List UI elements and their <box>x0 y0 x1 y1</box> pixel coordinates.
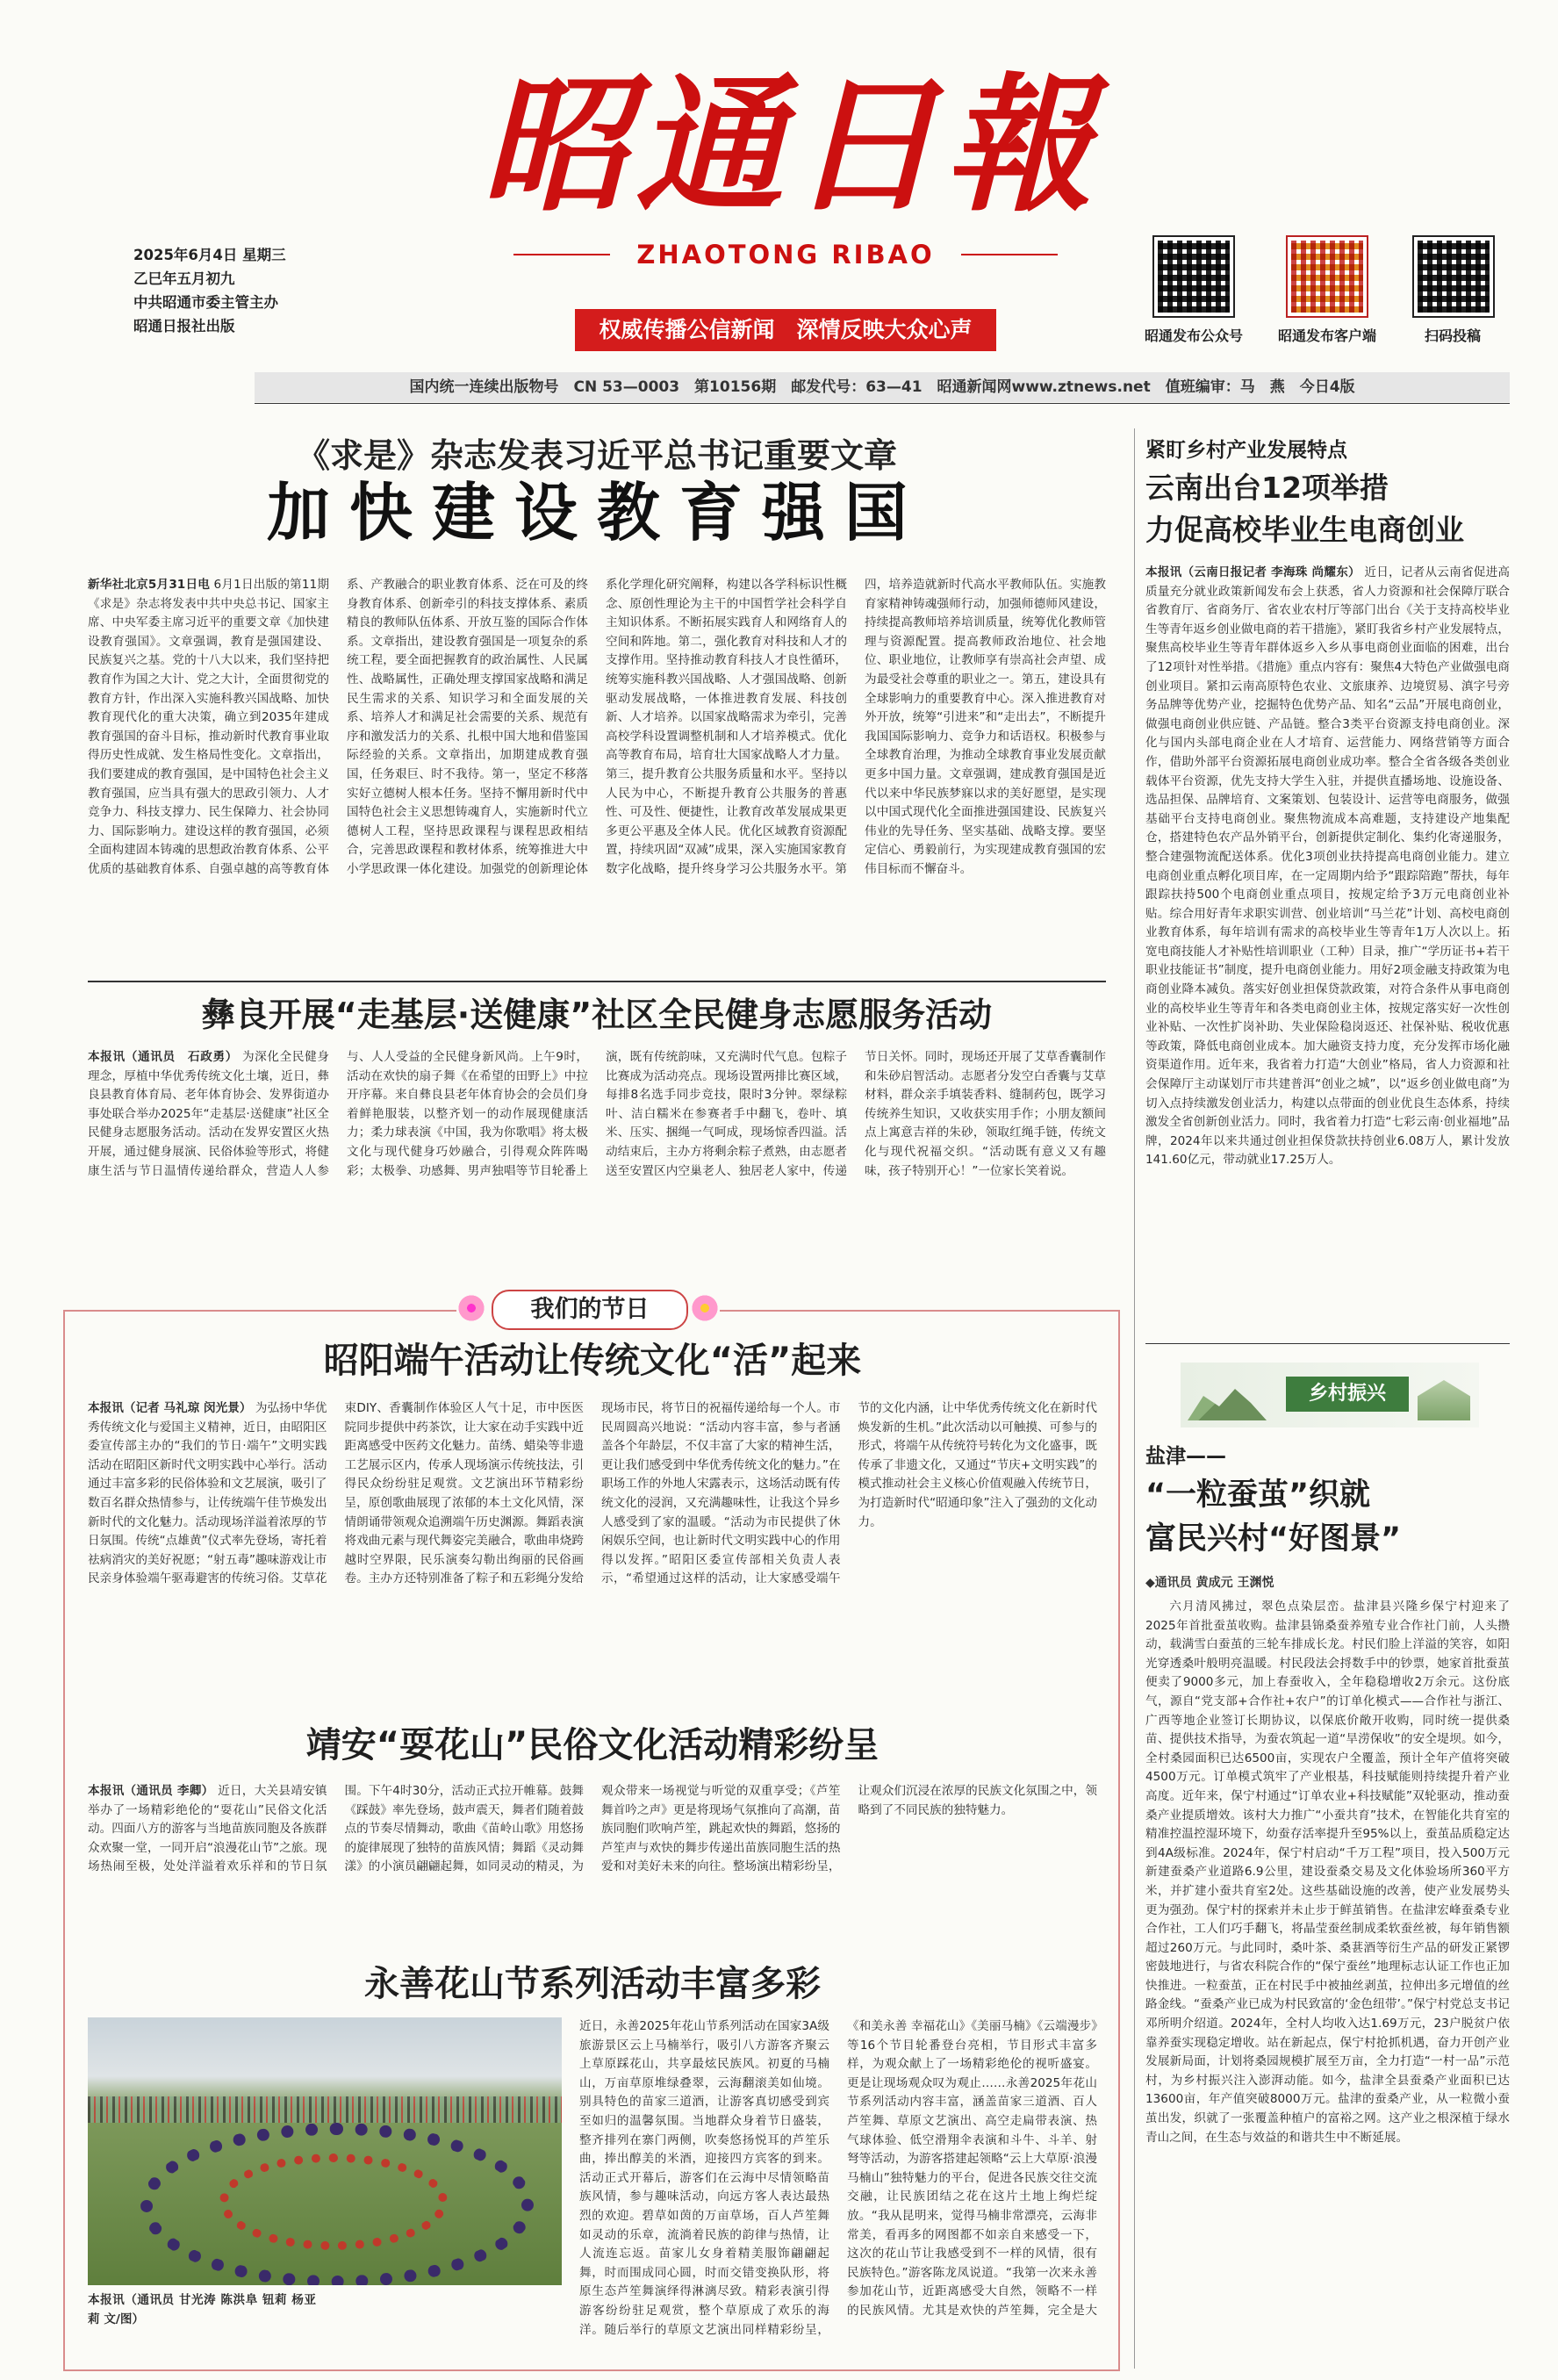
jingan-body <box>88 1782 1097 1949</box>
silkworm-byline: ◆通讯员 黄成元 王渊悦 <box>1145 1576 1274 1590</box>
qr-label: 扫码投稿 <box>1424 327 1481 344</box>
publisher: 昭通日报社出版 <box>133 318 235 334</box>
rural-revival-tag: 乡村振兴 <box>1286 1377 1409 1412</box>
qr-code-icon[interactable] <box>1288 237 1367 316</box>
silkworm-body: 六月清风拂过，翠色点染层峦。盐津县兴隆乡保宁村迎来了2025年首批蚕茧收购。盐津县锦桑蚕养殖专业合作社门前，人头攒动，载满雪白蚕茧的三轮车排成长龙。村民们脸上洋溢的笑容，如阳光穿透桑叶般明亮温暖。村民段法会捋数手中的钞票，她家首批蚕茧便卖了9000多元，加上春蚕收入，全年稳稳增收2万余元。这份底气，源自“党支部+合作社+农户”的订单化模式——合作社与浙江、广西等地企业签订长期协议，以保底价敞开收购，同时统一提供桑苗、提供技术指导，为蚕农筑起一道“旱涝保收”的安全堤坝。如今，全村桑园面积已达6500亩，实现农户全覆盖，预计全年产值将突破4500万元。订单模式筑牢了产业根基，科技赋能则持续提升着产业高度。近年来，保宁村通过“订单农业+科技赋能”双轮驱动，推动蚕桑产业提质增效。该村大力推广“小蚕共育”技术，在智能化共育室的精准控温控湿环境下，幼蚕存活率提升至95%以上，蚕茧品质稳定达到4A级标准。2024年，保宁村启动“千万工程”项目，投入500万元新建蚕桑产业道路6.9公里，建设蚕桑交易及文化体验场所360平方米，并扩建小蚕共育室2处。这些基础设施的改善，使产业发展势头更为强劲。保宁村的探索并未止步于鲜茧销售。在盐津宏峰蚕桑专业合作社，工人们巧手翻飞，将晶莹蚕丝制成柔软蚕丝被，每年销售额超过260万元。与此同时，桑叶茶、桑葚酒等衍生产品的研发正紧锣密鼓地进行，与省农科院合作的“保宁蚕丝”地理标志认证工作也正加快推进。一粒蚕茧，正在村民手中被抽丝剥茧，拉伸出多元增值的丝路金线。“蚕桑产业已成为村民致富的‘金色纽带’。”保宁村党总支书记邓所明介绍道。2024年，全村人均收入达1.69万元，23户脱贫户依靠养蚕实现稳定增收。站在新起点，保宁村抢抓机遇，奋力开创产业发展新局面，计划将桑园规模扩展至万亩，全力打造“一村一品”示范村，为乡村振兴注入澎湃动能。如今，盐津全县蚕桑产业面积已达13600亩，年产值突破8000万元。盐津的蚕桑产业，从一粒微小蚕茧出发，织就了一张覆盖种植户的富裕之网。这产业之根深植于绿水青山之间，在生态与效益的和谐共生中不断延展。 <box>1145 1600 1510 2145</box>
silkworm-article <box>1145 1440 1510 2370</box>
lead-headline: 加快建设教育强国 <box>266 476 927 550</box>
crowd <box>88 2096 562 2123</box>
yongshan-article <box>88 1958 1097 2362</box>
lead-article <box>88 428 1106 990</box>
silkworm-kicker: 盐津—— <box>1145 1445 1226 1468</box>
qr-codes <box>1128 237 1497 351</box>
ecommerce-headline-line: 力促高校毕业生电商创业 <box>1145 513 1464 547</box>
info-bar-rule <box>255 403 1510 404</box>
festival-label <box>456 1286 720 1332</box>
yiliang-article <box>88 990 1106 1280</box>
flower-icon <box>456 1293 486 1323</box>
yiliang-byline: 本报讯（通讯员 石政勇） <box>88 1050 238 1064</box>
ecommerce-kicker: 紧盯乡村产业发展特点 <box>1145 439 1347 462</box>
yiliang-text: 为深化全民健身理念，厚植中华优秀传统文化土壤，近日，彝良县教育体育局、老年体育协会、发界街道办事处联合举办2025年“走基层·送健康”社区全民健身志愿服务活动。活动在发界安置区火热开展，通过健身展演、民俗体验等形式，将健康生活与节日温情传递给群众，营造人人参与、人人受益的全民健身新风尚。上午9时，活动在欢快的扇子舞《在希望的田野上》中拉开序幕。来自彝良县老年体育协会的会员们身着鲜艳服装，以整齐划一的动作展现健康活力；柔力球表演《中国，我为你歌唱》将太极文化与现代健身巧妙融合，引得观众阵阵喝彩；太极拳、功感舞、男声独唱等节目轮番上演，既有传统韵味，又充满时代气息。包粽子比赛成为活动亮点。现场设置两排比赛区域，每排8名选手同步竞技，限时3分钟。翠绿粽叶、洁白糯米在参赛者手中翻飞，卷叶、填米、压实、捆绳一气呵成，现场惊香四溢。活动结束后，主办方将剩余粽子煮熟，由志愿者送至安置区内空巢老人、独居老人家中，传递节日关怀。同时，现场还开展了艾草香囊制作和朱砂启智活动。志愿者分发空白香囊与艾草材料，群众亲手填装香料、缝制药包，既学习传统养生知识，又收获实用手作；小朋友额间点上寓意吉祥的朱砂，领取红绳手链，传统文化与现代祝福交织。“活动既有意义又有趣味，孩子特别开心！”一位家长笑着说。 <box>88 1050 1106 1178</box>
lead-kicker: 《求是》杂志发表习近平总书记重要文章 <box>296 435 897 475</box>
issue-date: 2025年6月4日 星期三 <box>133 247 286 263</box>
ecommerce-body <box>1145 564 1510 1332</box>
silkworm-headline <box>1145 1473 1510 1561</box>
jingan-headline: 靖安“耍花山”民俗文化活动精彩纷呈 <box>305 1725 880 1765</box>
masthead-meta <box>133 243 286 338</box>
dancers-ring <box>219 2154 448 2250</box>
info-bar: 国内统一连续出版物号 CN 53—0003 第10156期 邮发代号：63—41 昭通新闻网www.ztnews.net 值班编审：马 燕 今日4版 <box>255 372 1510 402</box>
section-rule <box>1145 1343 1510 1344</box>
yiliang-body <box>88 1048 1106 1276</box>
lead-text: 6月1日出版的第11期《求是》杂志将发表中共中央总书记、国家主席、中央军委主席习近平的重要文章《加快建设教育强国》。文章强调，教育是强国建设、民族复兴之基。党的十八大以来，我们坚持把教育作为国之大计、党之大计，全面贯彻党的教育方针，作出深入实施科教兴国战略、加快教育现代化的重大决策，确立到2035年建成教育强国的奋斗目标，推动新时代教育事业取得历史性成就、发生格局性变化。文章指出，我们要建成的教育强国，是中国特色社会主义教育强国，应当具有强大的思政引领力、人才竞争力、科技支撑力、民生保障力、社会协同力、国际影响力。建设这样的教育强国，必须全面构建固本铸魂的思想政治教育体系、公平优质的基础教育体系、自强卓越的高等教育体系、产教融合的职业教育体系、泛在可及的终身教育体系、创新牵引的科技支撑体系、素质精良的教师队伍体系、开放互鉴的国际合作体系。文章指出，建设教育强国是一项复杂的系统工程，要全面把握教育的政治属性、人民属性、战略属性，正确处理支撑国家战略和满足民生需求的关系、知识学习和全面发展的关系、培养人才和满足社会需要的关系、规范有序和激发活力的关系、扎根中国大地和借鉴国际经验的关系。文章指出，加期建成教育强国，任务艰巨、时不我待。第一，坚定不移落实好立德树人根本任务。坚持不懈用新时代中国特色社会主义思想铸魂育人，实施新时代立德树人工程，坚持思政课程与课程思政相结合，完善思政课程和教材体系，统筹推进大中小学思政课一体化建设。加强党的创新理论体系化学理化研究阐释，构建以各学科标识性概念、原创性理论为主干的中国哲学社会科学自主知识体系。不断拓展实践育人和网络育人的空间和阵地。第二，强化教育对科技和人才的支撑作用。坚持推动教育科技人才良性循环，统筹实施科教兴国战略、人才强国战略、创新驱动发展战略，一体推进教育发展、科技创新、人才培养。以国家战略需求为牵引，完善高校学科设置调整机制和人才培养模式。优化高等教育布局，培育壮大国家战略人才力量。第三，提升教育公共服务质量和水平。坚持以人民为中心，不断提升教育公共服务的普惠性、可及性、便捷性，让教育改革发展成果更多更公平惠及全体人民。优化区域教育资源配置，持续巩固“双减”成果，深入实施国家教育数字化战略，提升终身学习公共服务水平。第四，培养造就新时代高水平教师队伍。实施教育家精神铸魂强师行动，加强师德师风建设，持续提高教师培养培训质量，统筹优化教师管理与资源配置。提高教师政治地位、社会地位、职业地位，让教师享有崇高社会声望、成为最受社会尊重的职业之一。第五，建设具有全球影响力的重要教育中心。深入推进教育对外开放，统筹“引进来”和“走出去”，不断提升我国国际影响力、竞争力和话语权。积极参与全球教育治理，为推动全球教育事业发展贡献更多中国力量。文章强调，建成教育强国是近代以来中华民族梦寐以求的美好愿望，是实现以中国式现代化全面推进强国建设、民族复兴伟业的先导任务、坚实基础、战略支撑。要坚定信心、勇毅前行，为实现建成教育强国的宏伟目标而不懈奋斗。 <box>88 578 1106 876</box>
zhaoyang-headline: 昭阳端午活动让传统文化“活”起来 <box>323 1341 862 1381</box>
yongshan-byline: 本报讯（通讯员 甘光涛 陈洪阜 钮莉 杨亚莉 文/图） <box>88 2293 316 2326</box>
masthead-title: 昭通日報 <box>481 58 1099 232</box>
zhaoyang-text: 为弘扬中华优秀传统文化与爱国主义精神，近日，由昭阳区委宣传部主办的“我们的节日·端午”文明实践活动在昭阳区新时代文明实践中心举行。活动通过丰富多彩的民俗体验和文艺展演，吸引了数百名群众热情参与，让传统端午佳节焕发出新时代的文化魅力。活动现场洋溢着浓厚的节日氛围。传统“点雄黄”仪式率先登场，寄托着祛病消灾的美好祝愿；“射五毒”趣味游戏让市民亲身体验端午驱毒避害的传统习俗。艾草花束DIY、香囊制作体验区人气十足，市中医医院同步提供中药茶饮，让大家在动手实践中近距离感受中医药文化魅力。苗绣、蜡染等非遗工艺展示区内，传承人现场演示传统技法，引得民众纷纷驻足观赏。文艺演出环节精彩纷呈，原创歌曲展现了浓郁的本土文化风情，深情朗诵带领观众追溯端午历史渊源。舞蹈表演将戏曲元素与现代舞姿完美融合，歌曲串烧跨越时空界限，民乐演奏勾勒出绚丽的民俗画卷。主办方还特别准备了粽子和五彩绳分发给现场市民，将节日的祝福传递给每一个人。市民周圆高兴地说：“活动内容丰富，参与者涵盖各个年龄层，不仅丰富了大家的精神生活，更让我们感受到中华优秀传统文化的魅力。”在职场工作的外地人宋露表示，这场活动既有传统文化的浸润，又充满趣味性，让我这个异乡人感受到了家的温暖。“活动为市民提供了休闲娱乐空间，也让新时代文明实践中心的作用得以发挥。”昭阳区委宣传部相关负责人表示，“希望通过这样的活动，让大家感受端午节的文化内涵，让中华优秀传统文化在新时代焕发新的生机。”此次活动以可触摸、可参与的形式，将端午从传统符号转化为文化盛事，既传承了非遗文化，又通过“节庆+文明实践”的模式推动社会主义核心价值观融入传统节日，为打造新时代“昭通印象”注入了强劲的文化动力。 <box>88 1401 1097 1586</box>
sponsor: 中共昭通市委主管主办 <box>133 294 278 311</box>
ecommerce-headline <box>1145 467 1510 551</box>
masthead-slogan: 权威传播公信新闻 深情反映大众心声 <box>575 309 996 351</box>
lead-body <box>88 576 1106 980</box>
lead-byline: 新华社北京5月31日电 <box>88 578 211 592</box>
jingan-byline: 本报讯（通讯员 李卿） <box>88 1784 214 1798</box>
zhaoyang-article <box>88 1334 1097 1712</box>
village-icon <box>1188 1385 1267 1420</box>
village-icon <box>1418 1380 1470 1420</box>
rural-revival-banner <box>1181 1363 1479 1427</box>
masthead-pinyin: ZHAOTONG RIBAO <box>636 240 935 270</box>
ecommerce-byline: 本报讯（云南日报记者 李海珠 尚耀东） <box>1145 565 1361 579</box>
ecommerce-headline-line: 云南出台12项举措 <box>1145 471 1389 505</box>
column-divider <box>1134 428 1135 2369</box>
jingan-text: 近日，大关县靖安镇举办了一场精彩绝伦的“耍花山”民俗文化活动。四面八方的游客与当地苗族同胞及各族群众欢聚一堂，一同开启“浪漫花山节”之旅。现场热闹至极，处处洋溢着欢乐祥和的节日氛围。下午4时30分，活动正式拉开帷幕。鼓舞《踩鼓》率先登场，鼓声震天，舞者们随着鼓点的节奏尽情舞动，歌曲《苗岭山歌》用悠扬的旋律展现了独特的苗族风情；舞蹈《灵动舞漾》的小演员翩翩起舞，如同灵动的精灵，为观众带来一场视觉与听觉的双重享受；《芦笙舞首吟之声》更是将现场气氛推向了高潮，苗族同胞们吹响芦笙，跳起欢快的舞蹈，悠扬的芦笙声与欢快的舞步传递出苗族同胞生活的热爱和对美好未来的向往。整场演出精彩纷呈，让观众们沉浸在浓厚的民族文化氛围之中，领略到了不同民族的独特魅力。 <box>88 1784 1097 1874</box>
qr-code-icon[interactable] <box>1154 237 1233 316</box>
yongshan-text: 近日，永善2025年花山节系列活动在国家3A级旅游景区云上马楠举行，吸引八方游客齐聚云上草原踩花山，共享最炫民族风。初夏的马楠山，万亩草原堆绿叠翠，云海翻滚美如仙境。别具特色的苗家三道酒，让游客真切感受到宾至如归的温馨氛围。当地群众身着节日盛装，整齐排列在寨门两侧，吹奏悠扬悦耳的芦笙乐曲，捧出醇美的米酒，迎接四方宾客的到来。活动正式开幕后，游客们在云海中尽情领略苗族风情，参与趣味活动，向远方客人表达最热烈的欢迎。碧草如茵的万亩草场，百人芦笙舞如灵动的乐章，流淌着民族的韵律与热情，让人流连忘返。苗家儿女身着精美服饰翩翩起舞，时而围成同心圆，时而交错变换队形，将原生态芦笙舞演绎得淋漓尽致。精彩表演引得游客纷纷驻足观赏，整个草原成了欢乐的海洋。随后举行的草原文艺演出同样精彩纷呈，《和美永善 幸福花山》《美丽马楠》《云端漫步》等16个节目轮番登台亮相，节目形式丰富多样，为观众献上了一场精彩绝伦的视听盛宴。更是让现场观众叹为观止……永善2025年花山节系列活动内容丰富，涵盖苗家三道酒、百人芦笙舞、草原文艺演出、高空走扁带表演、热气球体验、低空滑翔伞表演和斗牛、斗羊、射弩等活动，为游客搭建起领略“云上大草原·浪漫马楠山”独特魅力的平台，促进各民族交往交流交融，让民族团结之花在这片土地上绚烂绽放。“我从昆明来，觉得马楠非常漂亮，云海非常美，看再多的网图都不如亲自来感受一下，这次的花山节让我感受到不一样的风情，很有民族特色。”游客陈龙凤说道。“我第一次来永善参加花山节，近距离感受大自然，领略不一样的民族风情。尤其是欢快的芦笙舞，完全是大 <box>579 2019 1097 2337</box>
qr-code-icon[interactable] <box>1414 237 1493 316</box>
qr-label: 昭通发布公众号 <box>1144 327 1243 344</box>
silkworm-headline-line: 富民兴村“好图景” <box>1145 1521 1402 1557</box>
section-rule <box>88 981 1106 982</box>
jingan-article <box>88 1719 1097 1956</box>
lunar-date: 乙巳年五月初九 <box>133 270 235 287</box>
festival-label-text: 我们的节日 <box>492 1290 688 1330</box>
yiliang-headline: 彝良开展“走基层·送健康”社区全民健身志愿服务活动 <box>201 996 993 1034</box>
silkworm-headline-line: “一粒蚕茧”织就 <box>1145 1478 1371 1513</box>
masthead-rule-right <box>961 254 1058 255</box>
ecommerce-article <box>1145 434 1510 1338</box>
qr-label: 昭通发布客户端 <box>1277 327 1376 344</box>
ecommerce-text: 近日，记者从云南省促进高质量充分就业政策新闻发布会上获悉，省人力资源和社会保障厅联合省教育厅、省商务厅、省农业农村厅等部门出台《关于支持高校毕业生等青年返乡创业做电商的若干措施》，紧盯我省乡村产业发展特点，聚焦高校毕业生等青年群体返乡入乡从事电商创业面临的困难，出台了12项针对性举措。《措施》重点内容有：聚焦4大特色产业做强电商创业项目。紧扣云南高原特色农业、文旅康养、边境贸易、滇字号旁务品牌等优势产业，挖掘特色优势产品、知名“云品”开展电商创业，做强电商创业供应链、产品链。整合3类平台资源支持电商创业。深化与国内头部电商企业在人才培育、运营能力、网络营销等方面合作，借助外部平台资源拓展电商创业成功率。整合全省各级各类创业载体平台资源，优先支持大学生入驻，并提供直播场地、设施设备、选品担保、品牌培育、文案策划、包装设计、运营等电商服务，做强基础平台支持电商创业。聚焦物流成本高难题，支持建设产地集配仓，搭建特色农产品外销平台，创新提供定制化、集约化寄递服务，整合建强物流配送体系。优化3项创业扶持提高电商创业能力。建立电商创业重点孵化项目库，在一定周期内给予“跟踪陪跑”帮扶，每年跟踪扶持500个电商创业重点项目，按规定给予3万元电商创业补贴。综合用好青年求职实训营、创业培训“马兰花”计划、高校电商创业教育体系，每年培训有需求的高校毕业生等青年1万人次以上。拓宽电商技能人才补贴性培训职业（工种）目录，推广“学历证书+若干职业技能证书”制度，提升电商创业能力。用好2项金融支持政策为电商创业降本减负。落实好创业担保贷款政策，对符合条件从事电商创业的高校毕业生等青年和各类电商创业主体，按规定落实好一次性创业补贴、一次性扩岗补助、失业保险稳岗返还、社保补贴、税收优惠等政策，降低电商创业成本。加大融资支持力度，充分发挥市场化融资渠道作用。近年来，我省着力打造“大创业”格局，省人力资源和社会保障厅主动谋划厅市共建普洱“创业之城”，以“返乡创业做电商”为切入点持续激发创业活力，构建以点带面的创业优良生态体系，持续激发全省创新创业活力。同时，我省着力打造“七彩云南·创业福地”品牌，2024年以来共通过创业担保贷款扶持创业6.08万人，累计发放141.60亿元，带动就业17.25万人。 <box>1145 565 1510 1168</box>
flower-icon <box>690 1293 720 1323</box>
zhaoyang-byline: 本报讯（记者 马礼琼 闵光景） <box>88 1401 252 1415</box>
yongshan-headline: 永善花山节系列活动丰富多彩 <box>364 1964 821 2004</box>
yongshan-body <box>579 2017 1097 2358</box>
yongshan-lead <box>88 2291 562 2357</box>
yongshan-photo <box>88 2017 562 2285</box>
masthead-rule-left <box>513 254 610 255</box>
zhaoyang-body <box>88 1399 1097 1702</box>
